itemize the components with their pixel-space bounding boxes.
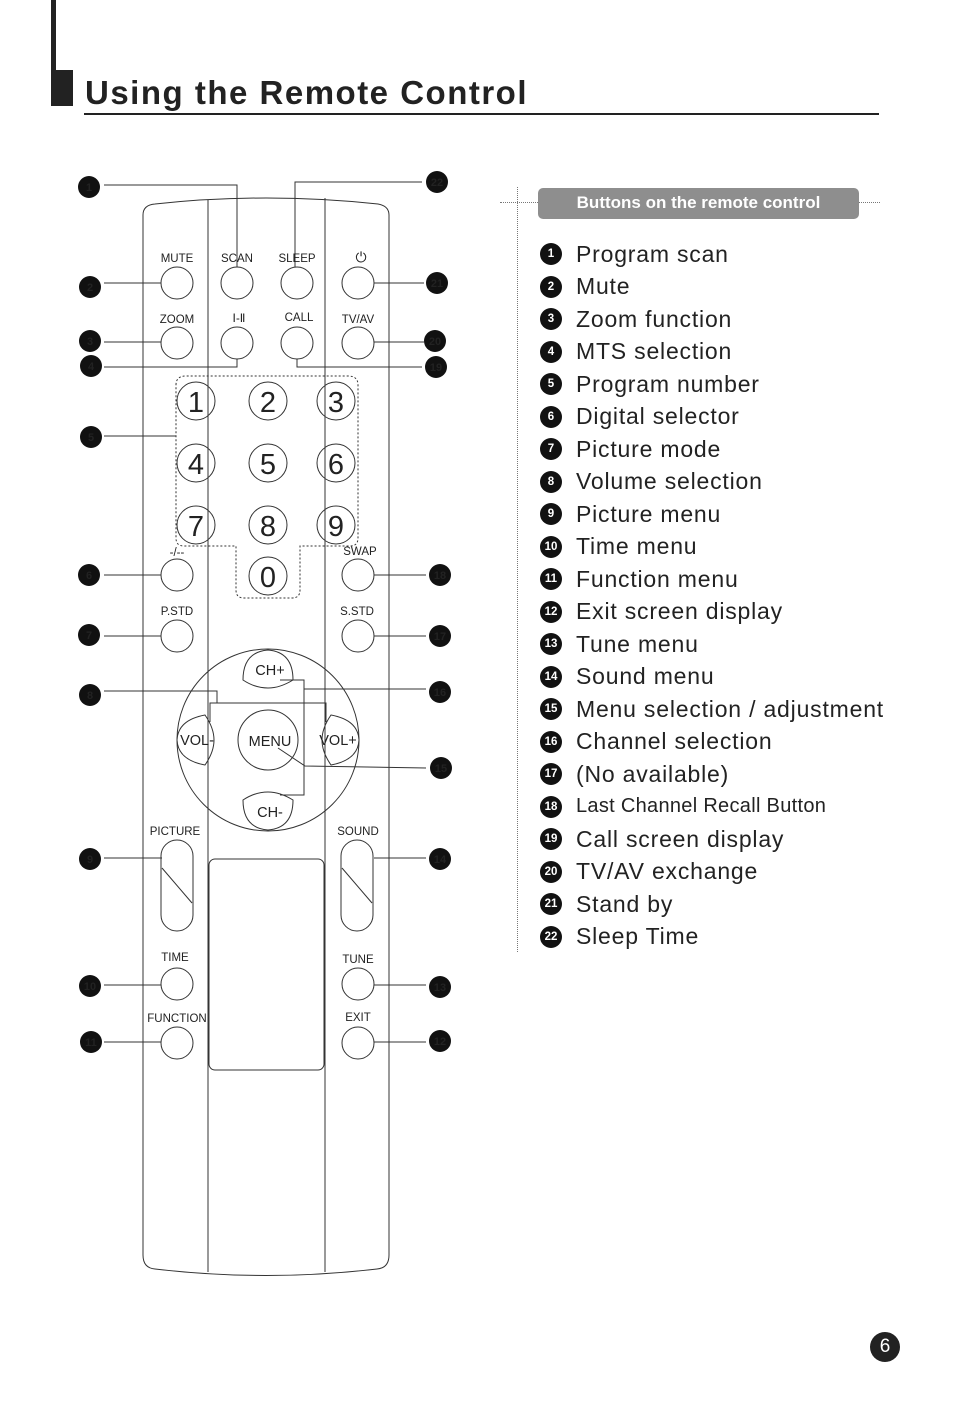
callout-16 <box>429 681 451 703</box>
legend-item <box>540 401 884 434</box>
time-label: TIME <box>161 952 189 964</box>
sleep-button <box>281 267 313 299</box>
callout-10 <box>79 975 101 997</box>
power-icon: ⏻ <box>355 249 367 265</box>
sleep-label: SLEEP <box>278 253 316 265</box>
swap-button <box>342 559 374 591</box>
mute-button <box>161 267 193 299</box>
legend-item <box>540 823 884 856</box>
callout-11 <box>80 1031 102 1053</box>
callout-6 <box>78 564 100 586</box>
legend-text: Call screen display <box>576 825 785 852</box>
callout-7 <box>78 624 100 646</box>
callout-8 <box>79 684 101 706</box>
legend-text: MTS selection <box>576 338 733 365</box>
svg-text:6: 6 <box>85 570 93 582</box>
digit-label-6: 6 <box>327 449 345 481</box>
callout-14 <box>429 848 451 870</box>
swap-label: SWAP <box>343 546 377 558</box>
legend-header: Buttons on the remote control <box>538 188 859 219</box>
callout-4 <box>80 355 102 377</box>
digit-label-2: 2 <box>259 387 277 419</box>
scan-button <box>221 267 253 299</box>
page-title: Using the Remote Control <box>85 74 529 111</box>
digit-label-8: 8 <box>259 511 277 543</box>
legend-item <box>540 758 884 791</box>
svg-text:13: 13 <box>433 982 447 994</box>
legend-text: Program scan <box>576 240 729 267</box>
svg-text:10: 10 <box>83 981 97 993</box>
legend-item <box>540 596 884 629</box>
page-number: 6 <box>870 1332 900 1362</box>
legend-text: Stand by <box>576 890 674 917</box>
menu-label: MENU <box>248 734 292 750</box>
legend-number: 18 <box>540 796 562 818</box>
callout-3 <box>79 330 101 352</box>
center-panel <box>209 859 324 1070</box>
callout-18 <box>429 564 451 586</box>
sound-label: SOUND <box>337 826 379 838</box>
legend-text: (No available) <box>576 760 730 787</box>
callout-15 <box>430 757 452 779</box>
pstd-label: P.STD <box>160 606 194 618</box>
legend-item <box>540 791 884 824</box>
exit-label: EXIT <box>345 1012 371 1024</box>
leader-16 <box>304 689 426 722</box>
legend-text: Menu selection / adjustment <box>576 695 884 722</box>
legend-text: Volume selection <box>576 468 763 495</box>
legend-number: 9 <box>540 503 562 525</box>
tune-button <box>342 968 374 1000</box>
tvav-button <box>342 327 374 359</box>
digit-label-1: 1 <box>187 387 205 419</box>
digit-label-3: 3 <box>327 387 345 419</box>
svg-text:20: 20 <box>428 336 442 348</box>
legend-text: Picture mode <box>576 435 722 462</box>
digit-label-5: 5 <box>259 449 277 481</box>
digit-label-7: 7 <box>187 511 205 543</box>
call-label: CALL <box>284 312 314 324</box>
legend-number: 15 <box>540 698 562 720</box>
svg-text:15: 15 <box>434 763 448 775</box>
svg-text:18: 18 <box>433 570 447 582</box>
svg-text:11: 11 <box>85 1037 97 1049</box>
legend-item <box>540 238 884 271</box>
svg-text:12: 12 <box>433 1036 447 1048</box>
legend-item <box>540 888 884 921</box>
svg-text:17: 17 <box>433 631 447 643</box>
legend-item <box>540 466 884 499</box>
legend-number: 3 <box>540 308 562 330</box>
legend-number: 12 <box>540 601 562 623</box>
sstd-label: S.STD <box>340 606 374 618</box>
leader-4 <box>104 359 237 367</box>
svg-text:4: 4 <box>87 361 95 373</box>
digit-label-9: 9 <box>327 511 345 543</box>
function-label: FUNCTION <box>147 1013 207 1025</box>
callout-5 <box>80 426 102 448</box>
leader-8 <box>104 691 217 722</box>
svg-text:8: 8 <box>86 690 94 702</box>
legend-number: 10 <box>540 536 562 558</box>
legend-text: Digital selector <box>576 403 740 430</box>
legend-guide-vertical <box>517 187 518 952</box>
callout-9 <box>79 848 101 870</box>
legend-text: Mute <box>576 273 631 300</box>
callout-17 <box>429 625 451 647</box>
digit-select-label: -/-- <box>169 547 185 559</box>
legend-item <box>540 303 884 336</box>
legend-number: 6 <box>540 406 562 428</box>
digit-label-0: 0 <box>259 562 277 594</box>
svg-text:19: 19 <box>429 362 443 374</box>
legend-number: 2 <box>540 276 562 298</box>
function-button <box>161 1027 193 1059</box>
legend-text: Channel selection <box>576 728 773 755</box>
legend-number: 19 <box>540 828 562 850</box>
legend-number: 22 <box>540 926 562 948</box>
legend-item <box>540 498 884 531</box>
legend-item <box>540 531 884 564</box>
legend-item <box>540 693 884 726</box>
legend-number: 11 <box>540 568 562 590</box>
digit-label-4: 4 <box>187 449 205 481</box>
legend-number: 14 <box>540 666 562 688</box>
callout-20 <box>424 330 446 352</box>
legend-item <box>540 563 884 596</box>
vol-plus-label: VOL+ <box>319 733 357 749</box>
svg-text:9: 9 <box>86 854 94 866</box>
zoom-label: ZOOM <box>159 314 195 326</box>
svg-text:22: 22 <box>430 177 444 189</box>
legend-text: Sound menu <box>576 663 715 690</box>
legend-number: 20 <box>540 861 562 883</box>
legend-text: Time menu <box>576 533 698 560</box>
callout-21 <box>426 272 448 294</box>
svg-text:2: 2 <box>86 282 94 294</box>
legend-number: 17 <box>540 763 562 785</box>
legend-item <box>540 336 884 369</box>
pstd-button <box>161 620 193 652</box>
legend-text: Sleep Time <box>576 923 700 950</box>
legend-number: 16 <box>540 731 562 753</box>
legend-number: 21 <box>540 893 562 915</box>
svg-text:5: 5 <box>87 432 95 444</box>
legend-text: Function menu <box>576 565 739 592</box>
power-button <box>342 267 374 299</box>
svg-text:1: 1 <box>85 182 93 194</box>
leader-19 <box>297 359 422 367</box>
svg-text:14: 14 <box>433 854 447 866</box>
legend-item <box>540 726 884 759</box>
callout-22 <box>426 171 448 193</box>
legend-text: Last Channel Recall Button <box>576 795 827 818</box>
scan-label: SCAN <box>221 253 253 265</box>
remote-diagram <box>0 0 500 1300</box>
legend-text: Picture menu <box>576 500 722 527</box>
legend-text: Zoom function <box>576 305 733 332</box>
legend-item <box>540 368 884 401</box>
legend-number: 1 <box>540 243 562 265</box>
legend-number: 13 <box>540 633 562 655</box>
mute-label: MUTE <box>160 253 194 265</box>
call-button <box>281 327 313 359</box>
button-legend <box>540 238 884 953</box>
legend-number: 8 <box>540 471 562 493</box>
legend-item <box>540 921 884 954</box>
legend-text: Program number <box>576 370 760 397</box>
callout-12 <box>429 1030 451 1052</box>
callout-2 <box>79 276 101 298</box>
time-button <box>161 968 193 1000</box>
mts-label: Ⅰ-Ⅱ <box>232 313 246 325</box>
digit-select-button <box>161 559 193 591</box>
svg-text:3: 3 <box>86 336 94 348</box>
vol-minus-label: VOL- <box>180 733 214 749</box>
tvav-label: TV/AV <box>341 314 375 326</box>
svg-text:21: 21 <box>430 278 444 290</box>
leader-15 <box>278 748 426 768</box>
legend-number: 5 <box>540 373 562 395</box>
legend-text: Tune menu <box>576 630 699 657</box>
callout-19 <box>425 356 447 378</box>
legend-number: 4 <box>540 341 562 363</box>
tune-label: TUNE <box>342 954 374 966</box>
sstd-button <box>342 620 374 652</box>
legend-item <box>540 856 884 889</box>
exit-button <box>342 1027 374 1059</box>
ch-down-label: CH- <box>257 805 283 821</box>
ch-up-label: CH+ <box>255 663 285 679</box>
svg-text:16: 16 <box>433 687 447 699</box>
picture-label: PICTURE <box>149 826 201 838</box>
legend-number: 7 <box>540 438 562 460</box>
mts-button <box>221 327 253 359</box>
svg-text:7: 7 <box>85 630 93 642</box>
callout-1 <box>78 176 100 198</box>
zoom-button <box>161 327 193 359</box>
legend-item <box>540 628 884 661</box>
callout-13 <box>429 976 451 998</box>
legend-text: TV/AV exchange <box>576 858 759 885</box>
legend-item <box>540 433 884 466</box>
legend-text: Exit screen display <box>576 598 783 625</box>
legend-item <box>540 661 884 694</box>
legend-item <box>540 271 884 304</box>
